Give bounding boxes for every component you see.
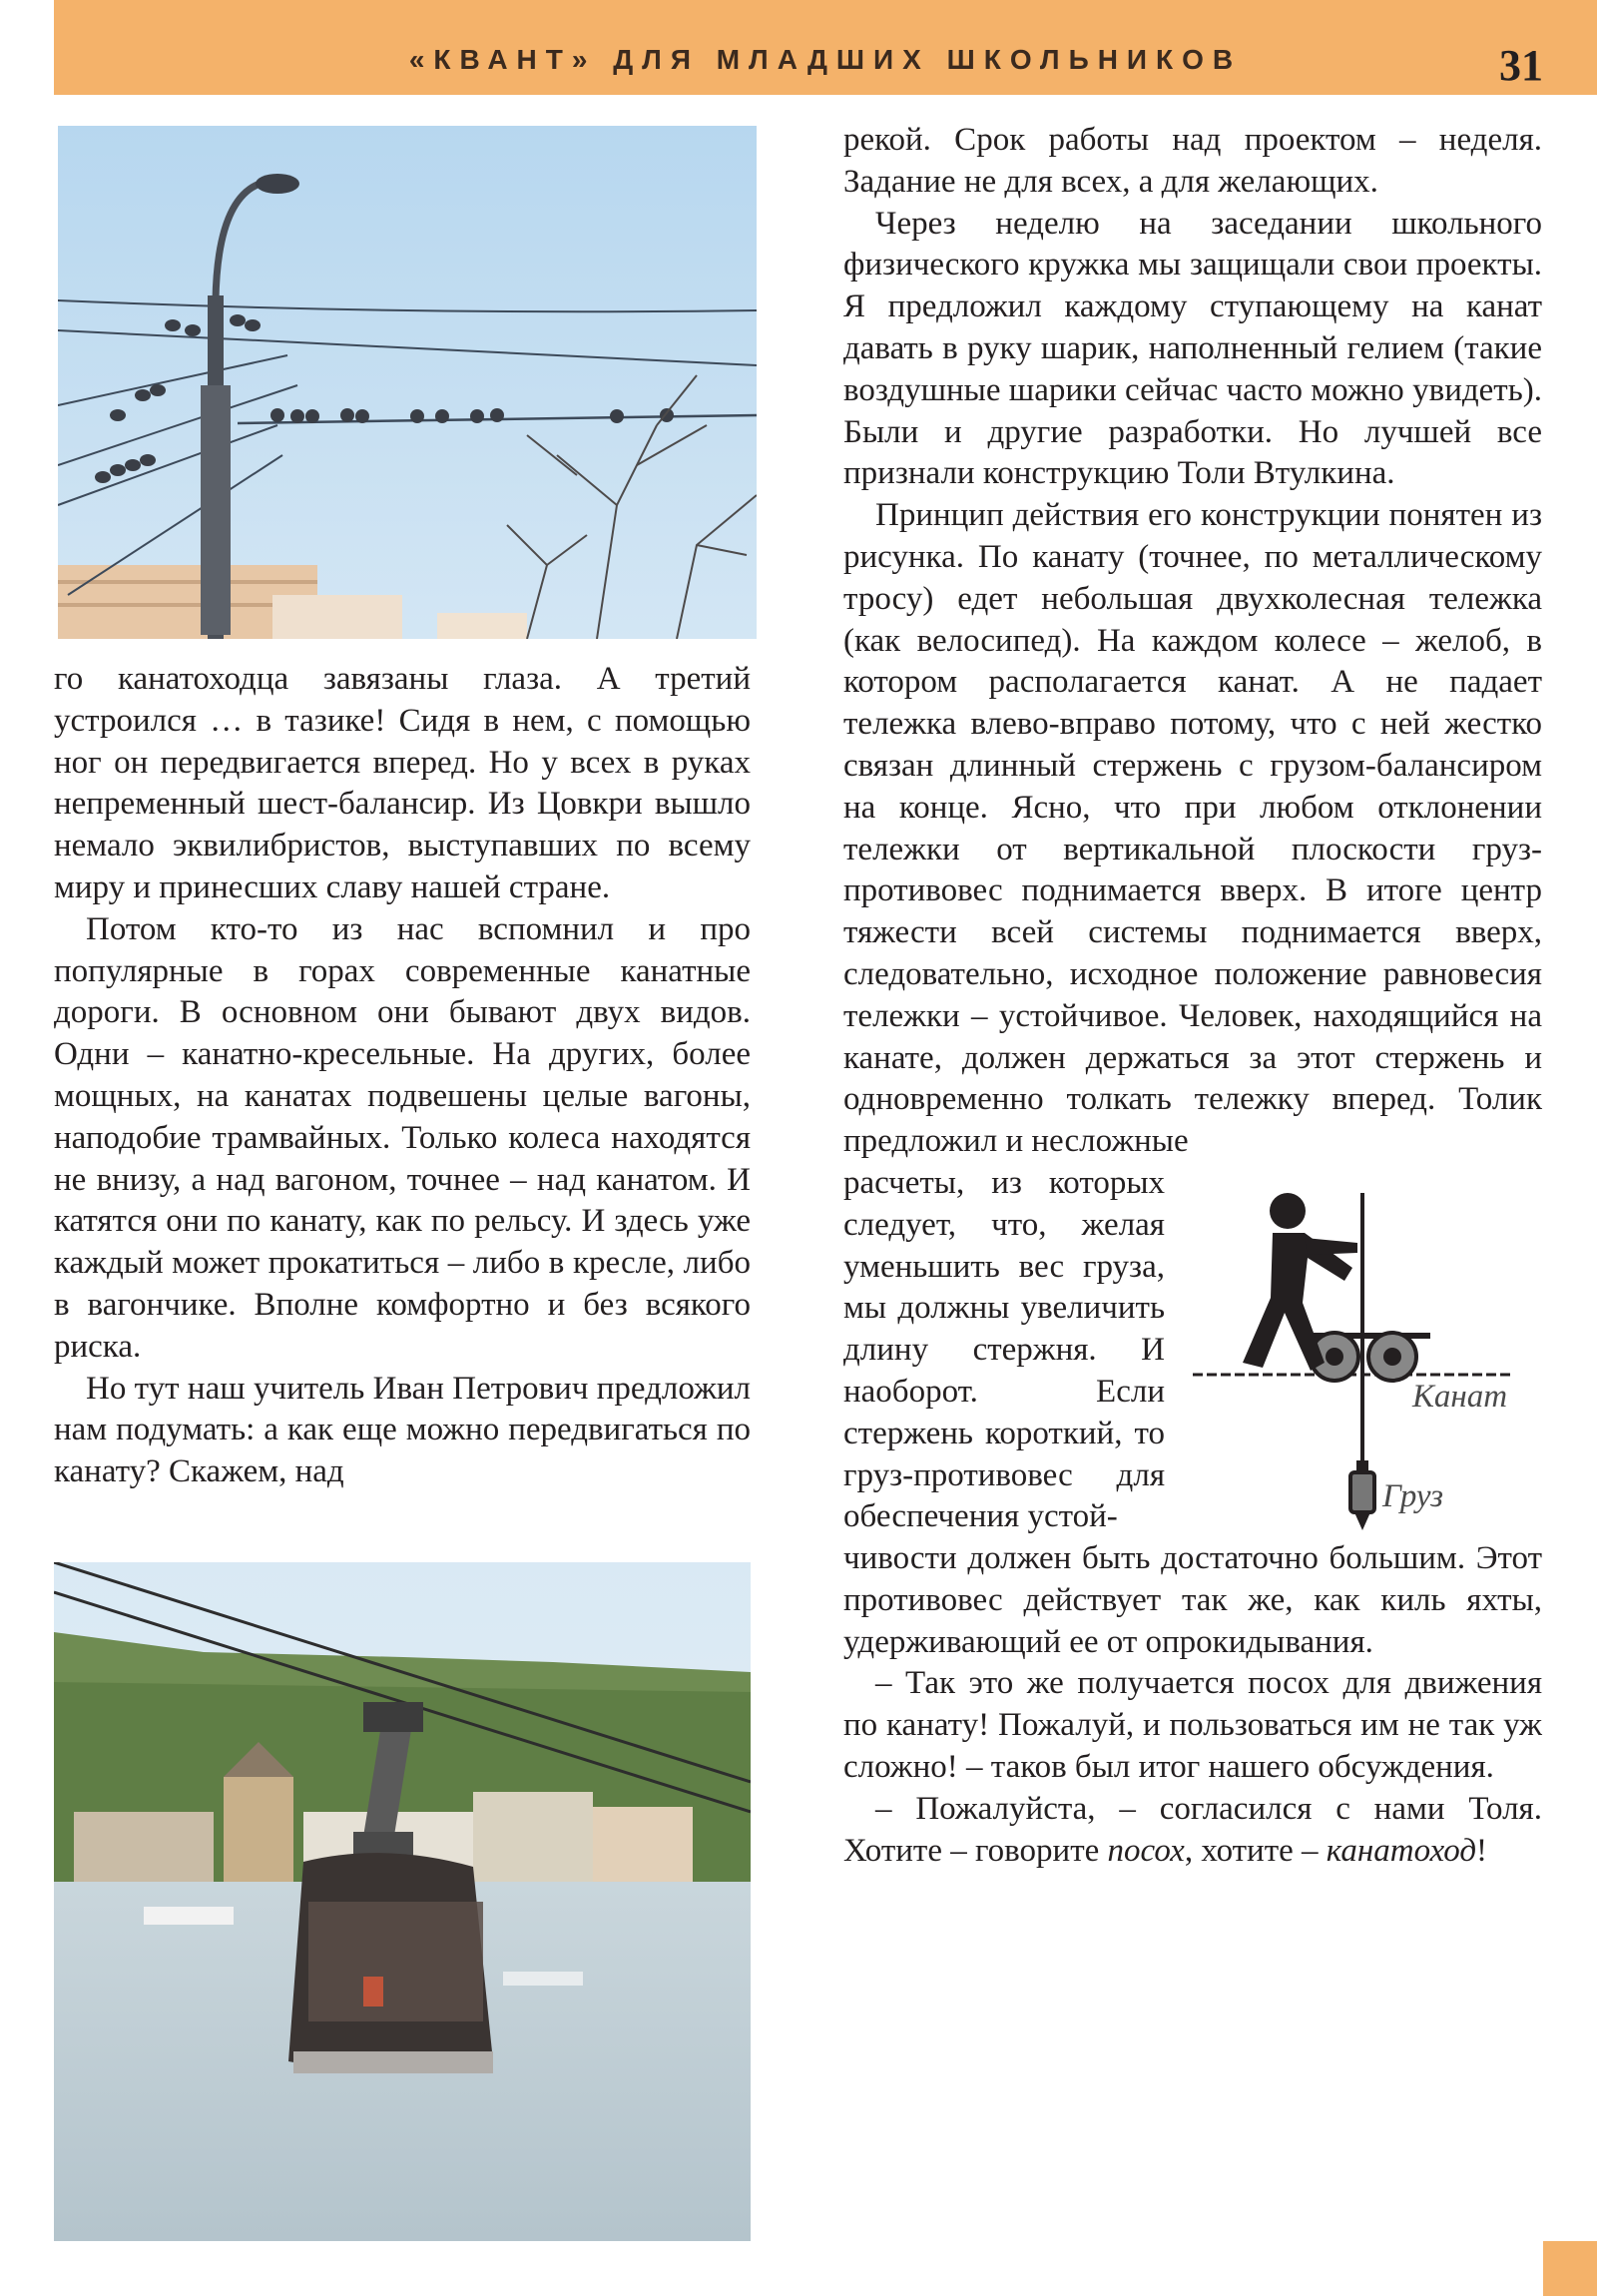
paragraph: Через неделю на заседании школьного физического кружка мы защищали свои проекты. Я предложил каждому ступающему на канат давать в руку шарик, наполненный гелием (такие воздушные шарики сейчас часто можно увидеть). Были и другие разработки. Но лучшей все признали конструкцию Толи Втулкина. bbox=[843, 205, 1542, 492]
left-column bbox=[54, 659, 751, 1493]
weight-label: Груз bbox=[1382, 1477, 1444, 1514]
birds-on-wires-photo bbox=[58, 126, 757, 639]
paragraph: расчеты, из которых следует, что, желая уменьшить вес груза, мы должны увеличить длину стержня. И наоборот. Если стержень короткий, то груз-противовес для обеспечения устой- bbox=[843, 1164, 1165, 1535]
right-column bbox=[843, 120, 1542, 1872]
paragraph: рекой. Срок работы над проектом – неделя. Задание не для всех, а для желающих. bbox=[843, 122, 1542, 200]
rope-label: Канат bbox=[1412, 1378, 1508, 1415]
paragraph: Потом кто-то из нас вспомнил и про популярные в горах современные канатные дороги. В основном они бывают двух видов. Одни – канатно-кресельные. На других, более мощных, на канатах подвешены целые вагоны, наподобие трамвайных. Только колеса находятся не внизу, а над вагоном, точнее – над канатом. И катятся они по канату, как по рельсу. И здесь уже каждый может прокатиться – либо в кресле, либо в вагончике. Вполне комфортно и без всякого риска. bbox=[54, 910, 751, 1365]
section-title: «КВАНТ» ДЛЯ МЛАДШИХ ШКОЛЬНИКОВ bbox=[408, 44, 1243, 75]
figure-wrap bbox=[843, 1163, 1542, 1538]
paragraph: чивости должен быть достаточно большим. Этот противовес действует так же, как киль яхты, удерживающий ее от опрокидывания. bbox=[843, 1540, 1542, 1660]
page-header bbox=[54, 0, 1597, 95]
emphasis-kanatokhod: канатоход bbox=[1326, 1832, 1477, 1869]
paragraph: Но тут наш учитель Иван Петрович предложил нам подумать: а как еще можно передвигаться по канату? Скажем, над bbox=[54, 1370, 751, 1490]
text-run: , хотите – bbox=[1184, 1832, 1327, 1869]
page-number: 31 bbox=[1499, 41, 1543, 90]
emphasis-posokh: посох bbox=[1107, 1832, 1185, 1869]
paragraph: – Так это же получается посох для движения по канату! Пожалуй, и пользоваться им не так уж сложно! – таков был итог нашего обсуждения. bbox=[843, 1665, 1542, 1786]
paragraph: Принцип действия его конструкции понятен из рисунка. По канату (точнее, по металлическому тросу) едет небольшая двухколесная тележка (как велосипед). На каждом колесе – желоб, в котором располагается канат. А не падает тележка влево-вправо потому, что с ней жестко связан длинный стержень с грузом-балансиром на конце. Ясно, что при любом отклонении тележки от вертикальной плоскости груз-противовес поднимается вверх. В итоге центр тяжести всей системы поднимается вверх, следовательно, исходное положение равновесия тележки – устойчивое. Человек, находящийся на канате, должен держаться за этот стержень и одновременно толкать тележку вперед. Толик предложил и несложные bbox=[843, 497, 1542, 1160]
tightrope-staff-figure bbox=[1193, 1173, 1542, 1552]
text-run: – Пожалуйста, – согласился с нами Толя. Хотите – говорите bbox=[843, 1790, 1542, 1869]
text-run: ! bbox=[1476, 1832, 1488, 1869]
corner-tab bbox=[1543, 2241, 1597, 2296]
cable-car-photo bbox=[54, 1562, 751, 2241]
paragraph: го канатоходца завязаны глаза. А третий устроился … в тазике! Сидя в нем, с помощью ног он передвигается вперед. Но у всех в руках непременный шест-балансир. Из Цовкри вышло немало эквилибристов, выступавших по всему миру и принесших славу нашей стране. bbox=[54, 661, 751, 905]
paragraph bbox=[843, 1789, 1542, 1873]
wheel-right bbox=[1368, 1333, 1416, 1381]
float-text bbox=[843, 1163, 1165, 1538]
